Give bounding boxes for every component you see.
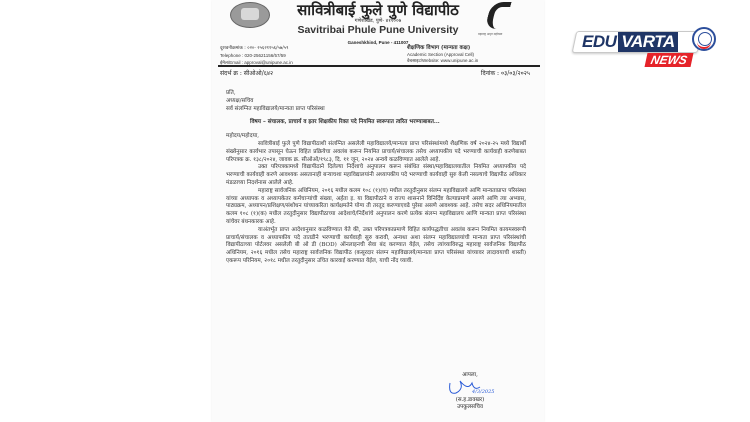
address-marathi: गणेशखिंड, पुणे- ४११००७ bbox=[354, 18, 402, 24]
letter-document bbox=[212, 0, 544, 422]
phone-marathi: दूरध्वनीक्रमांक : ०२०- २५६२११५६/५७/५९ bbox=[220, 46, 289, 51]
department-english: Academic Section (Approval Cell) bbox=[407, 51, 475, 57]
logo-news-badge: NEWS bbox=[645, 53, 694, 67]
recipient-line-1: प्रति, bbox=[226, 90, 236, 96]
address-english: Ganeshkhind, Pune - 411007 bbox=[347, 40, 409, 45]
logo-edu: EDU bbox=[582, 32, 617, 51]
email: ईमेल/Email : approval@unipune.ac.in bbox=[220, 60, 293, 65]
recipient-line-2: अध्यक्ष/सचिव bbox=[226, 97, 254, 104]
university-name-english: Savitribai Phule Pune University bbox=[297, 24, 459, 36]
letter-date: दिनांक : ०३/०३/२०२५ bbox=[480, 70, 530, 77]
signatory-designation: उपकुलसचिव bbox=[457, 404, 483, 410]
signatory-name: (स.ह.डावखर) bbox=[455, 397, 485, 403]
department-block bbox=[407, 45, 478, 65]
amrit-mahotsav-logo-icon bbox=[478, 2, 514, 36]
letter-body bbox=[226, 90, 526, 266]
logo-caption: महाराष्ट्र अमृत महोत्सव bbox=[478, 32, 503, 36]
signature-block bbox=[440, 372, 500, 411]
paragraph-3: महाराष्ट्र सार्वजनिक अधिनियम, २०१६ मधील कलम १०८ (१)(घ) मधील तरतुदीनुसार संलग्न महाविद्यालये आणि मान्यताप्राप्त परिसंस्था यांच्या अध्यापक व अध्यापकेतर कर्मचाऱ्यांची संख्या, अर्हता इ. या विद्यापीठाने व राज्य शासनाने विनिर्दिष्ट केल्याप्रमाणे असणे आणि त्या अभ्यास, पाठ्यक्रम, अध्यापन/प्रशिक्षण/संशोधन यांच्याकरिता कार्यक्षमतेने योग्य ती तरतूद करण्याएवढे पुरेसा असणे आवश्यक आहे. तसेच सदर अधिनियमातील कलम १०८ (१)(क) मधील तरतुदीनुसार विद्यापीठाच्या आदेशाचे/निर्देशांचे अनुपालन करणे प्रत्येक संलग्न महाविद्यालय आणि मान्यता प्राप्त परिसंस्था यांचेवर बंधनकारक आहे. bbox=[226, 187, 526, 225]
globe-book-icon bbox=[692, 27, 716, 51]
subject-line: विषय – संचालक, प्राचार्य व इतर शिक्षकीय रिक्त पदे नियमित स्वरूपात त्वरित भरण्याबाबत... bbox=[250, 119, 440, 126]
reference-line bbox=[220, 69, 538, 77]
eduvarta-news-logo[interactable] bbox=[574, 27, 714, 67]
department-marathi: शैक्षणिक विभाग (मान्यता कक्ष) bbox=[407, 45, 471, 51]
paragraph-2: उक्त परिपत्रकामध्ये विद्यापीठाने दिलेल्या निर्देशाचे अनुपालन करून संबंधित संस्था/महाविद्यालयातील नियमित अध्यापकीय पदे भरण्याची कार्यवाही करणे आवश्यक असतानाही बऱ्याचशा महाविद्यालयांनी अध्यापकीय पदे भरण्याची कार्यवाही सुरु केली नसल्याचे विद्यापीठ अधिकार मंडळाच्या निदर्शनास आलेले आहे. bbox=[226, 164, 526, 186]
header-divider bbox=[218, 65, 540, 67]
closing: आपला, bbox=[462, 372, 478, 378]
logo-wordmark bbox=[582, 32, 678, 52]
website: वेबसाइट/Website: www.unipune.ac.in bbox=[407, 58, 479, 63]
recipient-line-3: सर्व संलग्नित महाविद्यालये/मान्यता प्राप्त परिसंस्था bbox=[226, 105, 325, 112]
paragraph-4: याअंतर्भूत प्राप्त आदेशानुसार कळविण्यात येते की, उक्त परिपत्रकाप्रमाणे विहित कार्यपद्धतीचा अवलंब करून नियमित कायमस्वरूपी प्राचार्य/संचालक व अध्यापकीय पदे तातडीने भरण्याची कार्यवाही सुरु करावी, अन्यथा अशा संलग्न महाविद्यालयांची मान्यता प्राप्त परिसंस्थांची विद्यापीठाच्या पोर्टलवर असलेली बी ओ डी (BOD) ऑनलाइनची सेवा बंद करण्यात येईल, तसेच त्यांच्याविरुद्ध महाराष्ट्र सार्वजनिक विद्यापीठ अधिनियम, २०१६ मधील तसेच महाराष्ट्र सार्वजनिक विद्यापीठ (कसूरदार संलग्न महाविद्यालये/मान्यता प्राप्त परिसंस्था यांच्यावर लादावयाची शास्ती) एकरूप परिनियम, २०१८ मधील तरतुदीनुसार उचित कारवाई करण्यात येईल, याची नोंद घ्यावी. bbox=[226, 226, 526, 264]
signature-icon bbox=[440, 379, 500, 397]
contact-block bbox=[220, 45, 293, 66]
phone-english: Telephone : 020-25621156/57/59 bbox=[220, 53, 286, 58]
logo-varta: VARTA bbox=[618, 32, 677, 52]
salutation: महोदय/महोदया, bbox=[226, 133, 260, 140]
reference-number: संदर्भ क्र : सीओओ/६४२ bbox=[220, 70, 274, 77]
university-name-marathi: सावित्रीबाई फुले पुणे विद्यापीठ bbox=[297, 1, 459, 19]
paragraph-1: सावित्रीबाई फुले पुणे विद्यापीठाशी संलग्नित असलेली महाविद्यालये/मान्यता प्राप्त परिसंस्थांमध्ये शैक्षणिक वर्ष २०२४-२५ मध्ये विद्यार्थी संख्येनुसार कार्यभार तपासून घेऊन विहित प्रक्रियेचा अवलंब करून नियमित प्राचार्य/संचालक तसेच अध्यापकीय पदे भरण्याची कार्यवाही करणेबाबत परिपत्रक क्र. १३८/२०२४, जावक क्र. सीओओ/१९८३, दि. ११ जून, २०२४ अन्वये कळविण्यात आलेले आहे. bbox=[226, 140, 526, 163]
handwritten-date: 4/3/2025 bbox=[472, 389, 495, 395]
